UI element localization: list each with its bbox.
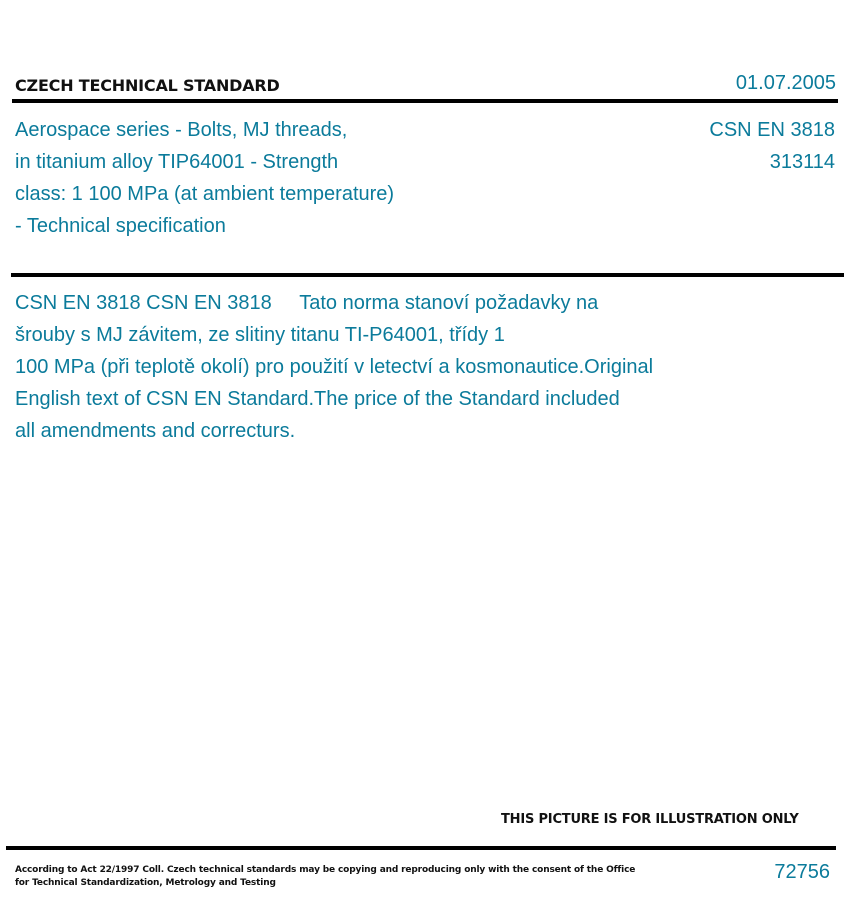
description-line: CSN EN 3818 CSN EN 3818 Tato norma stanoví požadavky na [15,292,599,314]
footer-legal-notice [15,864,635,890]
standard-description [15,287,835,447]
description-line: English text of CSN EN Standard.The price of the Standard included [15,388,620,410]
standard-class-number: 313114 [769,151,835,173]
standard-identifiers [709,114,835,178]
title-line: - Technical specification [15,215,226,237]
footer-legal-line: According to Act 22/1997 Coll. Czech technical standards may be copying and reproducing only with the consent of the Office [15,865,636,875]
standard-title [15,114,535,242]
description-line: 100 MPa (při teplotě okolí) pro použití v letectví a kosmonautice.Original [15,356,654,378]
description-line: all amendments and correcturs. [15,420,296,442]
title-line: Aerospace series - Bolts, MJ threads, [15,119,348,141]
footer-legal-line: for Technical Standardization, Metrology and Testing [15,878,276,888]
title-line: class: 1 100 MPa (at ambient temperature) [15,183,395,205]
bottom-divider [6,846,836,850]
header-label: CZECH TECHNICAL STANDARD [15,76,280,95]
description-line: šrouby s MJ závitem, ze slitiny titanu TI-P64001, třídy 1 [15,324,505,346]
footer-code: 72756 [774,861,830,883]
illustration-note: THIS PICTURE IS FOR ILLUSTRATION ONLY [501,812,799,827]
standard-designation: CSN EN 3818 [709,119,835,141]
title-line: in titanium alloy TIP64001 - Strength [15,151,339,173]
top-divider [12,99,838,103]
header-date: 01.07.2005 [735,72,836,94]
middle-divider [11,273,844,277]
